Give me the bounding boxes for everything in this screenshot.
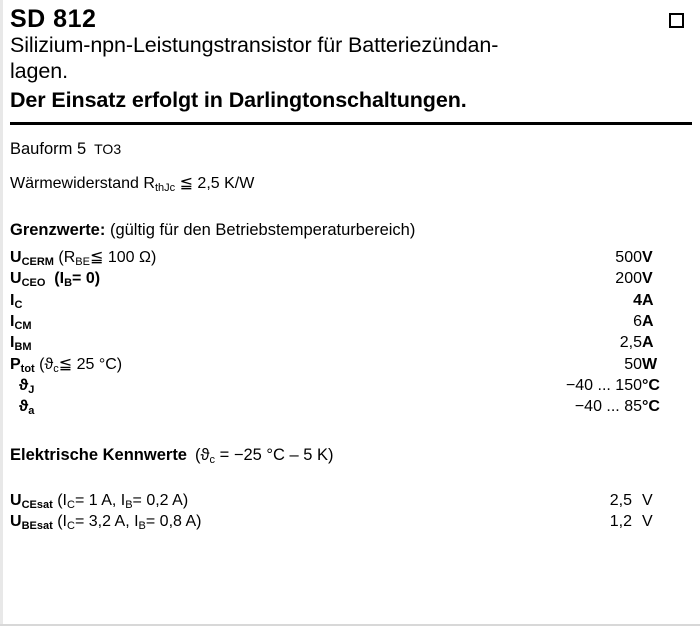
limit-symbol-sub: tot [20, 362, 35, 375]
limits-heading-row [10, 221, 686, 240]
electrical-cond-sub2: B [138, 519, 146, 532]
electrical-unit: V [642, 492, 653, 510]
table-row [10, 269, 686, 290]
title-row [10, 6, 686, 32]
limit-symbol-sub: CERM [21, 255, 54, 268]
electrical-symbol-sub: BEsat [21, 519, 53, 532]
bauform-case: TO3 [94, 140, 122, 157]
table-row [10, 376, 686, 397]
electrical-cond-rest: = 0,2 A) [132, 492, 189, 510]
limit-value: −40 ... 150 [565, 376, 642, 394]
limit-symbol: U [10, 270, 22, 288]
limit-cond-sub: B [64, 277, 73, 290]
limit-unit: °C [642, 398, 660, 416]
limit-unit: W [642, 355, 658, 373]
electrical-symbol-sub: CEsat [21, 498, 53, 511]
electrical-note [195, 446, 334, 467]
document-subtitle-line2: lagen. [10, 59, 68, 84]
limit-symbol-sub: J [28, 383, 35, 396]
limit-cond-sub: c [53, 362, 59, 375]
limit-symbol-sub: BM [14, 340, 32, 353]
limit-symbol-sub: C [14, 298, 23, 311]
limit-symbol: I [10, 312, 15, 330]
thermal-resistance-label: Wärmewiderstand R [10, 174, 155, 192]
electrical-cond-sub: C [66, 519, 75, 532]
limit-symbol: U [10, 249, 22, 267]
thermal-resistance-line [10, 174, 686, 196]
limit-value: 4 [633, 291, 642, 309]
table-row [10, 312, 686, 333]
electrical-cond-sub: C [66, 498, 75, 511]
limit-symbol: P [10, 355, 21, 373]
thermal-resistance-subscript: thJc [154, 181, 176, 194]
limit-cond-open: (R [58, 249, 76, 267]
limit-value: 500 [615, 249, 642, 267]
limit-symbol-sub: CEO [21, 277, 46, 290]
limit-unit: °C [642, 376, 660, 394]
limit-symbol-cell [10, 312, 522, 333]
electrical-cond-open: (I [57, 492, 67, 510]
electrical-table [10, 491, 686, 533]
table-row [10, 512, 686, 533]
document-header [0, 0, 700, 113]
document-subtitle-line1: Silizium-npn-Leistungstransistor für Batteriezündan- [10, 33, 499, 58]
limit-value: −40 ... 85 [574, 398, 642, 416]
limit-symbol-cell [10, 291, 522, 312]
limit-symbol-sub: CM [14, 319, 32, 332]
electrical-note-sub: c [209, 454, 216, 467]
electrical-symbol: U [10, 492, 22, 510]
electrical-unit: V [642, 513, 653, 531]
electrical-cond-mid: = 3,2 A, I [74, 513, 139, 531]
electrical-heading: Elektrische Kennwerte [10, 446, 187, 465]
electrical-table-body [10, 491, 686, 533]
limit-unit: A [642, 312, 654, 330]
limits-table-body [10, 248, 686, 418]
limit-symbol: ϑ [18, 398, 29, 416]
limit-symbol-cell [10, 397, 522, 418]
limit-value: 200 [615, 270, 642, 288]
electrical-value: 1,2 [609, 513, 632, 531]
limit-symbol: I [10, 291, 15, 309]
electrical-symbol: U [10, 513, 22, 531]
limit-cond-sub: BE [75, 255, 90, 268]
limit-symbol-sub: a [28, 404, 35, 417]
square-marker-icon [669, 13, 684, 28]
electrical-note-open: (ϑ [195, 446, 210, 465]
limit-unit: A [642, 334, 654, 352]
limit-value: 2,5 [619, 334, 642, 352]
thermal-resistance-value: ≦ 2,5 K/W [179, 174, 255, 192]
table-row [10, 491, 686, 512]
electrical-symbol-cell [10, 512, 512, 533]
table-row [10, 397, 686, 418]
limit-cond-open: (I [54, 270, 65, 288]
limit-cond-rest: = 0) [72, 270, 101, 288]
limit-cond-open: (ϑ [39, 355, 54, 373]
page-title: SD 812 [10, 5, 97, 33]
table-row [10, 248, 686, 269]
limit-value: 50 [624, 355, 642, 373]
table-row [10, 333, 686, 354]
document-subtitle-bold: Der Einsatz erfolgt in Darlingtonschaltungen. [10, 87, 467, 112]
bauform-label: Bauform 5 [10, 139, 87, 158]
limit-symbol: ϑ [18, 376, 29, 394]
limit-cond-rest: ≦ 100 Ω) [89, 249, 157, 267]
table-row [10, 355, 686, 376]
limit-symbol-cell [10, 355, 522, 376]
bauform-line [10, 139, 686, 160]
limit-symbol: I [10, 334, 15, 352]
limit-symbol-cell [10, 376, 522, 397]
electrical-cond-open: (I [57, 513, 67, 531]
limit-cond-rest: ≦ 25 °C) [58, 355, 123, 373]
header-divider [10, 122, 692, 125]
limits-table [10, 248, 686, 418]
electrical-cond-sub2: B [125, 498, 133, 511]
electrical-value: 2,5 [609, 492, 632, 510]
document-body [0, 139, 700, 533]
limit-value: 6 [633, 312, 642, 330]
electrical-note-rest: = −25 °C – 5 K) [219, 446, 334, 465]
limit-symbol-cell [10, 333, 522, 354]
limit-symbol-cell [10, 248, 522, 269]
electrical-symbol-cell [10, 491, 512, 512]
limit-unit: A [642, 291, 654, 309]
limits-heading: Grenzwerte: [10, 221, 106, 240]
electrical-cond-rest: = 0,8 A) [145, 513, 202, 531]
limit-unit: V [642, 270, 653, 288]
electrical-cond-mid: = 1 A, I [74, 492, 126, 510]
electrical-heading-row [10, 446, 686, 466]
limit-unit: V [642, 249, 653, 267]
limits-note: (gültig für den Betriebstemperaturbereich) [109, 221, 416, 240]
table-row [10, 291, 686, 312]
limit-symbol-cell [10, 269, 522, 290]
